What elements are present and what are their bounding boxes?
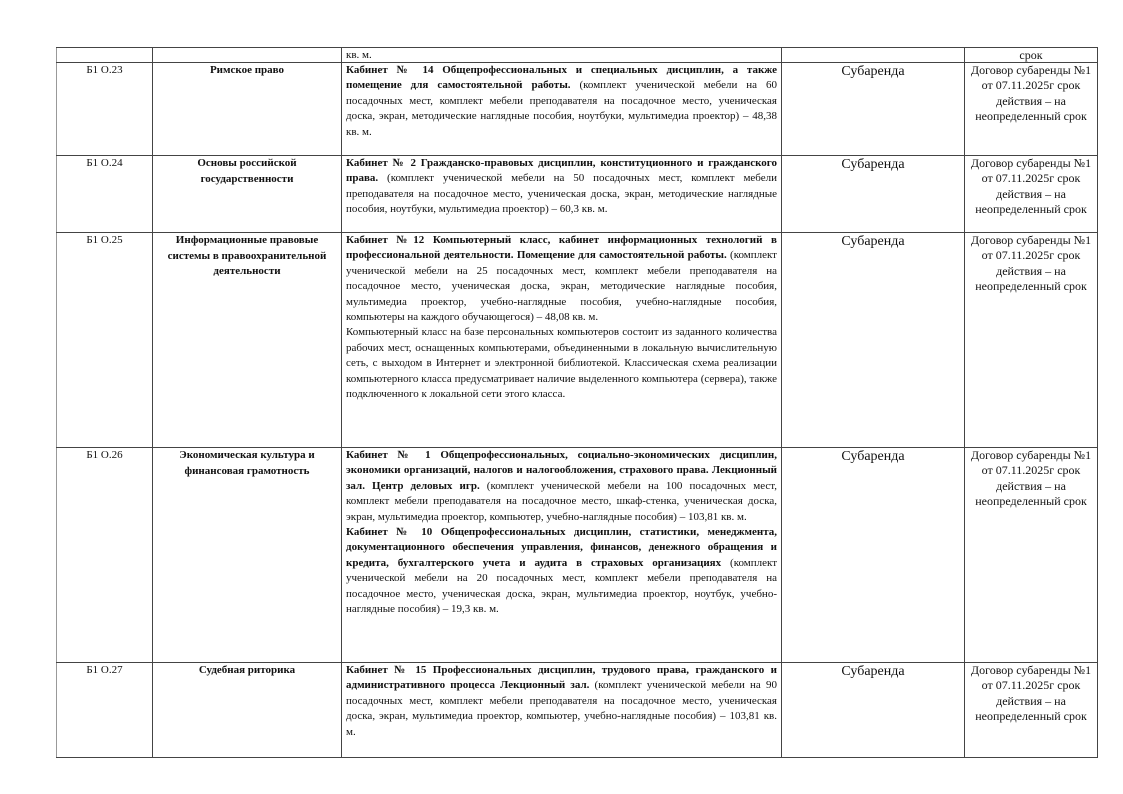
contract-document-cell: Договор субаренды №1 от 07.11.2025г срок действия – на неопределенный срок (965, 63, 1098, 156)
room-description-cell (342, 448, 782, 663)
table-row (57, 663, 1098, 758)
room-title: Кабинет № 14 Общепрофессиональных и специальных дисциплин, а также помещение для самостоятельной работы. (346, 64, 777, 92)
discipline-name-cell: Информационные правовые системы в правоохранительной деятельности (153, 233, 342, 448)
discipline-code-cell: Б1 О.25 (57, 233, 153, 448)
room-description-paragraph (346, 448, 777, 525)
room-description-cell (342, 63, 782, 156)
room-title: Кабинет № 10 Общепрофессиональных дисциплин, статистики, менеджмента, документационного обеспечения управления, финансов, денежного обращения и кредита, бухгалтерского учета и аудита в страховых организациях (346, 526, 777, 569)
discipline-code-cell: Б1 О.26 (57, 448, 153, 663)
room-description-paragraph (346, 325, 777, 402)
room-equipment-text: (комплект ученической мебели на 100 посадочных мест, комплект мебели преподавателя на посадочное место, шкаф-стенка, ученическая доска, экран, мультимедиа проектор, компьютер, учебно-наглядные пособия) – 103,81 кв. м. (346, 479, 777, 523)
contract-document-cell: Договор субаренды №1 от 07.11.2025г срок действия – на неопределенный срок (965, 233, 1098, 448)
discipline-name-cell: Римское право (153, 63, 342, 156)
room-description-paragraph (346, 525, 777, 617)
document-cell: срок (965, 48, 1098, 63)
usage-type-cell: Субаренда (782, 663, 965, 758)
table-row (57, 63, 1098, 156)
room-equipment-text: (комплект ученической мебели на 20 посадочных мест, комплект мебели преподавателя на посадочное место, ученическая доска, экран, мультимедиа проектор, ноутбук, учебно-наглядные пособия) – 19,3 кв. м. (346, 556, 778, 616)
room-title: Кабинет №12 Компьютерный класс, кабинет информационных технологий в профессиональной деятельности. Помещение для самостоятельной работы. (346, 234, 777, 262)
table-body (57, 48, 1098, 758)
discipline-code-cell: Б1 О.23 (57, 63, 153, 156)
room-equipment-text: (комплект ученической мебели на 50 посадочных мест, комплект мебели преподавателя на посадочное место, ученическая доска, экран, методические наглядные пособия, ноутбуки, мультимедиа проектор) – 60,3 кв. м. (346, 172, 777, 216)
room-equipment-text: (комплект ученической мебели на 25 посадочных мест, комплект мебели преподавателя на посадочное место, ученическая доска, экран, методические наглядные пособия, мультимедиа проектор, учебно-наглядные пособия, учебно-наглядные пособия, компьютеры на каждого обучающегося) – 48,08 кв. м. (346, 249, 777, 324)
contract-document-cell: Договор субаренды №1 от 07.11.2025г срок действия – на неопределенный срок (965, 663, 1098, 758)
room-description-paragraph (346, 233, 777, 325)
room-title: Кабинет № 2 Гражданско-правовых дисциплин, конституционного и гражданского права. (346, 157, 777, 185)
room-description-cell (342, 663, 782, 758)
room-equipment-text: Компьютерный класс на базе персональных компьютеров состоит из заданного количества рабочих мест, оснащенных компьютерами, объединенными в локальную вычислительную сеть, с выходом в Интернет и электронной библиотекой. Классическая схема реализации компьютерного класса предусматривает наличие выделенного компьютера (сервера), также подключенного к локальной сети этого класса. (346, 326, 777, 401)
usage-type-cell (782, 48, 965, 63)
usage-type-cell: Субаренда (782, 448, 965, 663)
room-description-cell (342, 233, 782, 448)
usage-type-cell: Субаренда (782, 63, 965, 156)
discipline-name-cell: Основы российской государственности (153, 156, 342, 233)
discipline-name-cell: Судебная риторика (153, 663, 342, 758)
code-cell (57, 48, 153, 63)
discipline-name-cell: Экономическая культура и финансовая грамотность (153, 448, 342, 663)
subject-cell (153, 48, 342, 63)
table-row (57, 448, 1098, 663)
usage-type-cell: Субаренда (782, 233, 965, 448)
table-row (57, 233, 1098, 448)
room-description-paragraph (346, 156, 777, 218)
room-description-cell (342, 156, 782, 233)
room-description-paragraph (346, 663, 777, 740)
room-description-paragraph (346, 63, 777, 140)
contract-document-cell: Договор субаренды №1 от 07.11.2025г срок действия – на неопределенный срок (965, 448, 1098, 663)
room-equipment-text: (комплект ученической мебели на 60 посадочных мест, комплект мебели преподавателя на посадочное место, ученическая доска, экран, методические наглядные пособия, ноутбуки, мультимедиа проектор) – 48,38 кв. м. (346, 79, 777, 138)
room-equipment-text: (комплект ученической мебели на 90 посадочных мест, комплект мебели преподавателя на посадочное место, ученическая доска, экран, мультимедиа проектор, компьютер, учебно-наглядные пособия) – 103,81 кв. м. (346, 679, 777, 738)
table-row (57, 156, 1098, 233)
usage-type-cell: Субаренда (782, 156, 965, 233)
table-row-continuation (57, 48, 1098, 63)
discipline-code-cell: Б1 О.27 (57, 663, 153, 758)
discipline-code-cell: Б1 О.24 (57, 156, 153, 233)
contract-document-cell: Договор субаренды №1 от 07.11.2025г срок действия – на неопределенный срок (965, 156, 1098, 233)
room-title: Кабинет № 1 Общепрофессиональных, социально-экономических дисциплин, экономики организаций, налогов и налогообложения, страхового права. Лекционный зал. Центр деловых игр. (346, 449, 777, 492)
facilities-table (56, 47, 1098, 758)
room-title: Кабинет № 15 Профессиональных дисциплин, трудового права, гражданского и административного процесса Лекционный зал. (346, 664, 777, 692)
description-cell: кв. м. (342, 48, 782, 63)
